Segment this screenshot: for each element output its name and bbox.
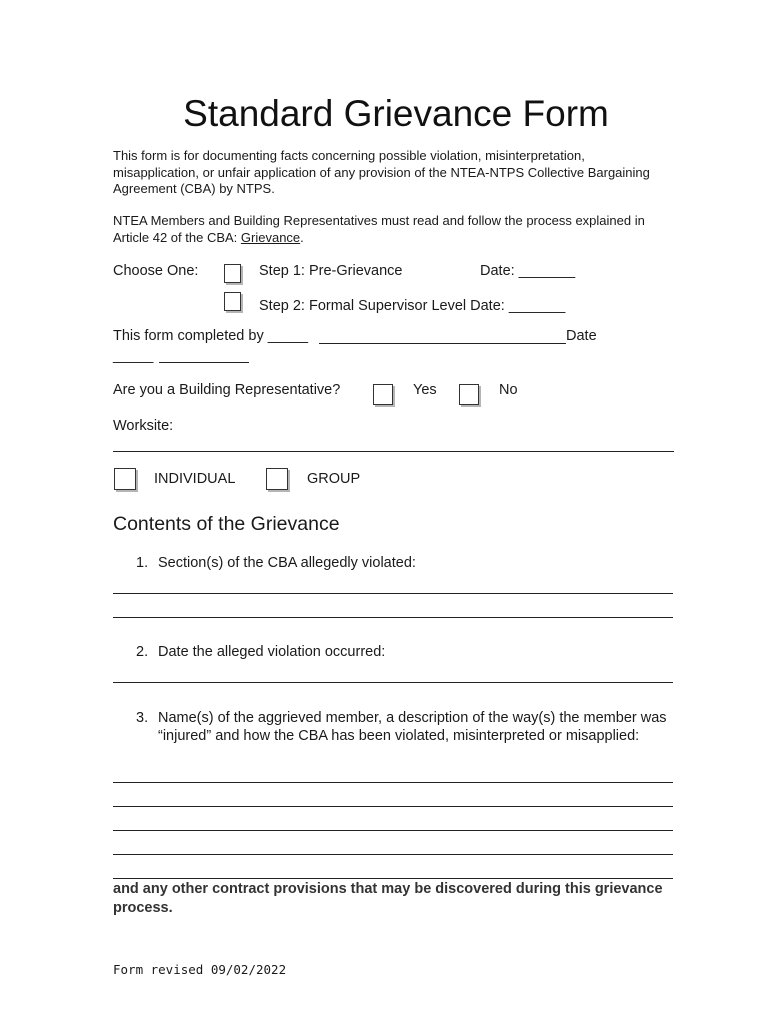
group-label: GROUP [307,471,361,487]
completed-by-date-label: Date [566,328,597,344]
members-note [113,213,673,246]
step1-checkbox[interactable] [224,264,241,283]
form-revision-footer: Form revised 09/02/2022 [113,962,287,977]
item-number: 1. [136,555,149,571]
contents-heading: Contents of the Grievance [113,513,340,535]
grievance-link[interactable]: Grievance [240,229,301,245]
completed-by-date-prefix: _____ [113,348,154,364]
worksite-line[interactable] [113,451,674,452]
answer-line[interactable] [113,782,673,783]
answer-line[interactable] [113,617,673,618]
answer-line[interactable] [113,682,673,683]
individual-label: INDIVIDUAL [154,471,236,487]
completed-by-line[interactable] [319,343,566,344]
item-text: Name(s) of the aggrieved member, a description of the way(s) the member was “injured” and how the CBA has been violated, misinterpreted or misapplied: [158,710,667,744]
choose-one-label: Choose One: [113,263,199,279]
building-rep-no-label: No [499,382,518,398]
item-text: Date the alleged violation occurred: [158,644,386,660]
step2-checkbox[interactable] [224,292,241,311]
members-note-suffix: . [300,229,304,245]
item-1 [136,554,676,572]
individual-checkbox[interactable] [114,468,136,490]
intro-paragraph: This form is for documenting facts concerning possible violation, misinterpretation, misapplication, or unfair application of any provision of the NTEA-NTPS Collective Bargaining Agreement (CBA) by NTPS. [113,148,650,196]
answer-line[interactable] [113,854,673,855]
answer-line[interactable] [113,593,673,594]
building-rep-question: Are you a Building Representative? [113,382,341,398]
step2-label: Step 2: Formal Supervisor Level Date: _______ [259,298,566,314]
answer-line[interactable] [113,806,673,807]
step1-label: Step 1: Pre-Grievance [259,263,403,279]
completed-by-label: This form completed by _____ [113,328,309,344]
building-rep-yes-checkbox[interactable] [373,384,393,405]
closing-note: and any other contract provisions that may be discovered during this grievance process. [113,881,663,916]
item-text: Section(s) of the CBA allegedly violated: [158,555,416,571]
answer-line[interactable] [113,830,673,831]
item-number: 3. [136,710,149,726]
building-rep-no-checkbox[interactable] [459,384,479,405]
item-number: 2. [136,644,149,660]
group-checkbox[interactable] [266,468,288,490]
item-3 [136,709,676,745]
completed-by-date-line[interactable] [159,362,249,363]
item-2 [136,643,676,661]
answer-line[interactable] [113,878,673,879]
step1-date: Date: _______ [480,263,576,279]
worksite-label: Worksite: [113,418,174,434]
page-title: Standard Grievance Form [183,93,609,134]
members-note-text: NTEA Members and Building Representatives must read and follow the process explained in Article 42 of the CBA: [113,213,645,245]
building-rep-yes-label: Yes [413,382,437,398]
